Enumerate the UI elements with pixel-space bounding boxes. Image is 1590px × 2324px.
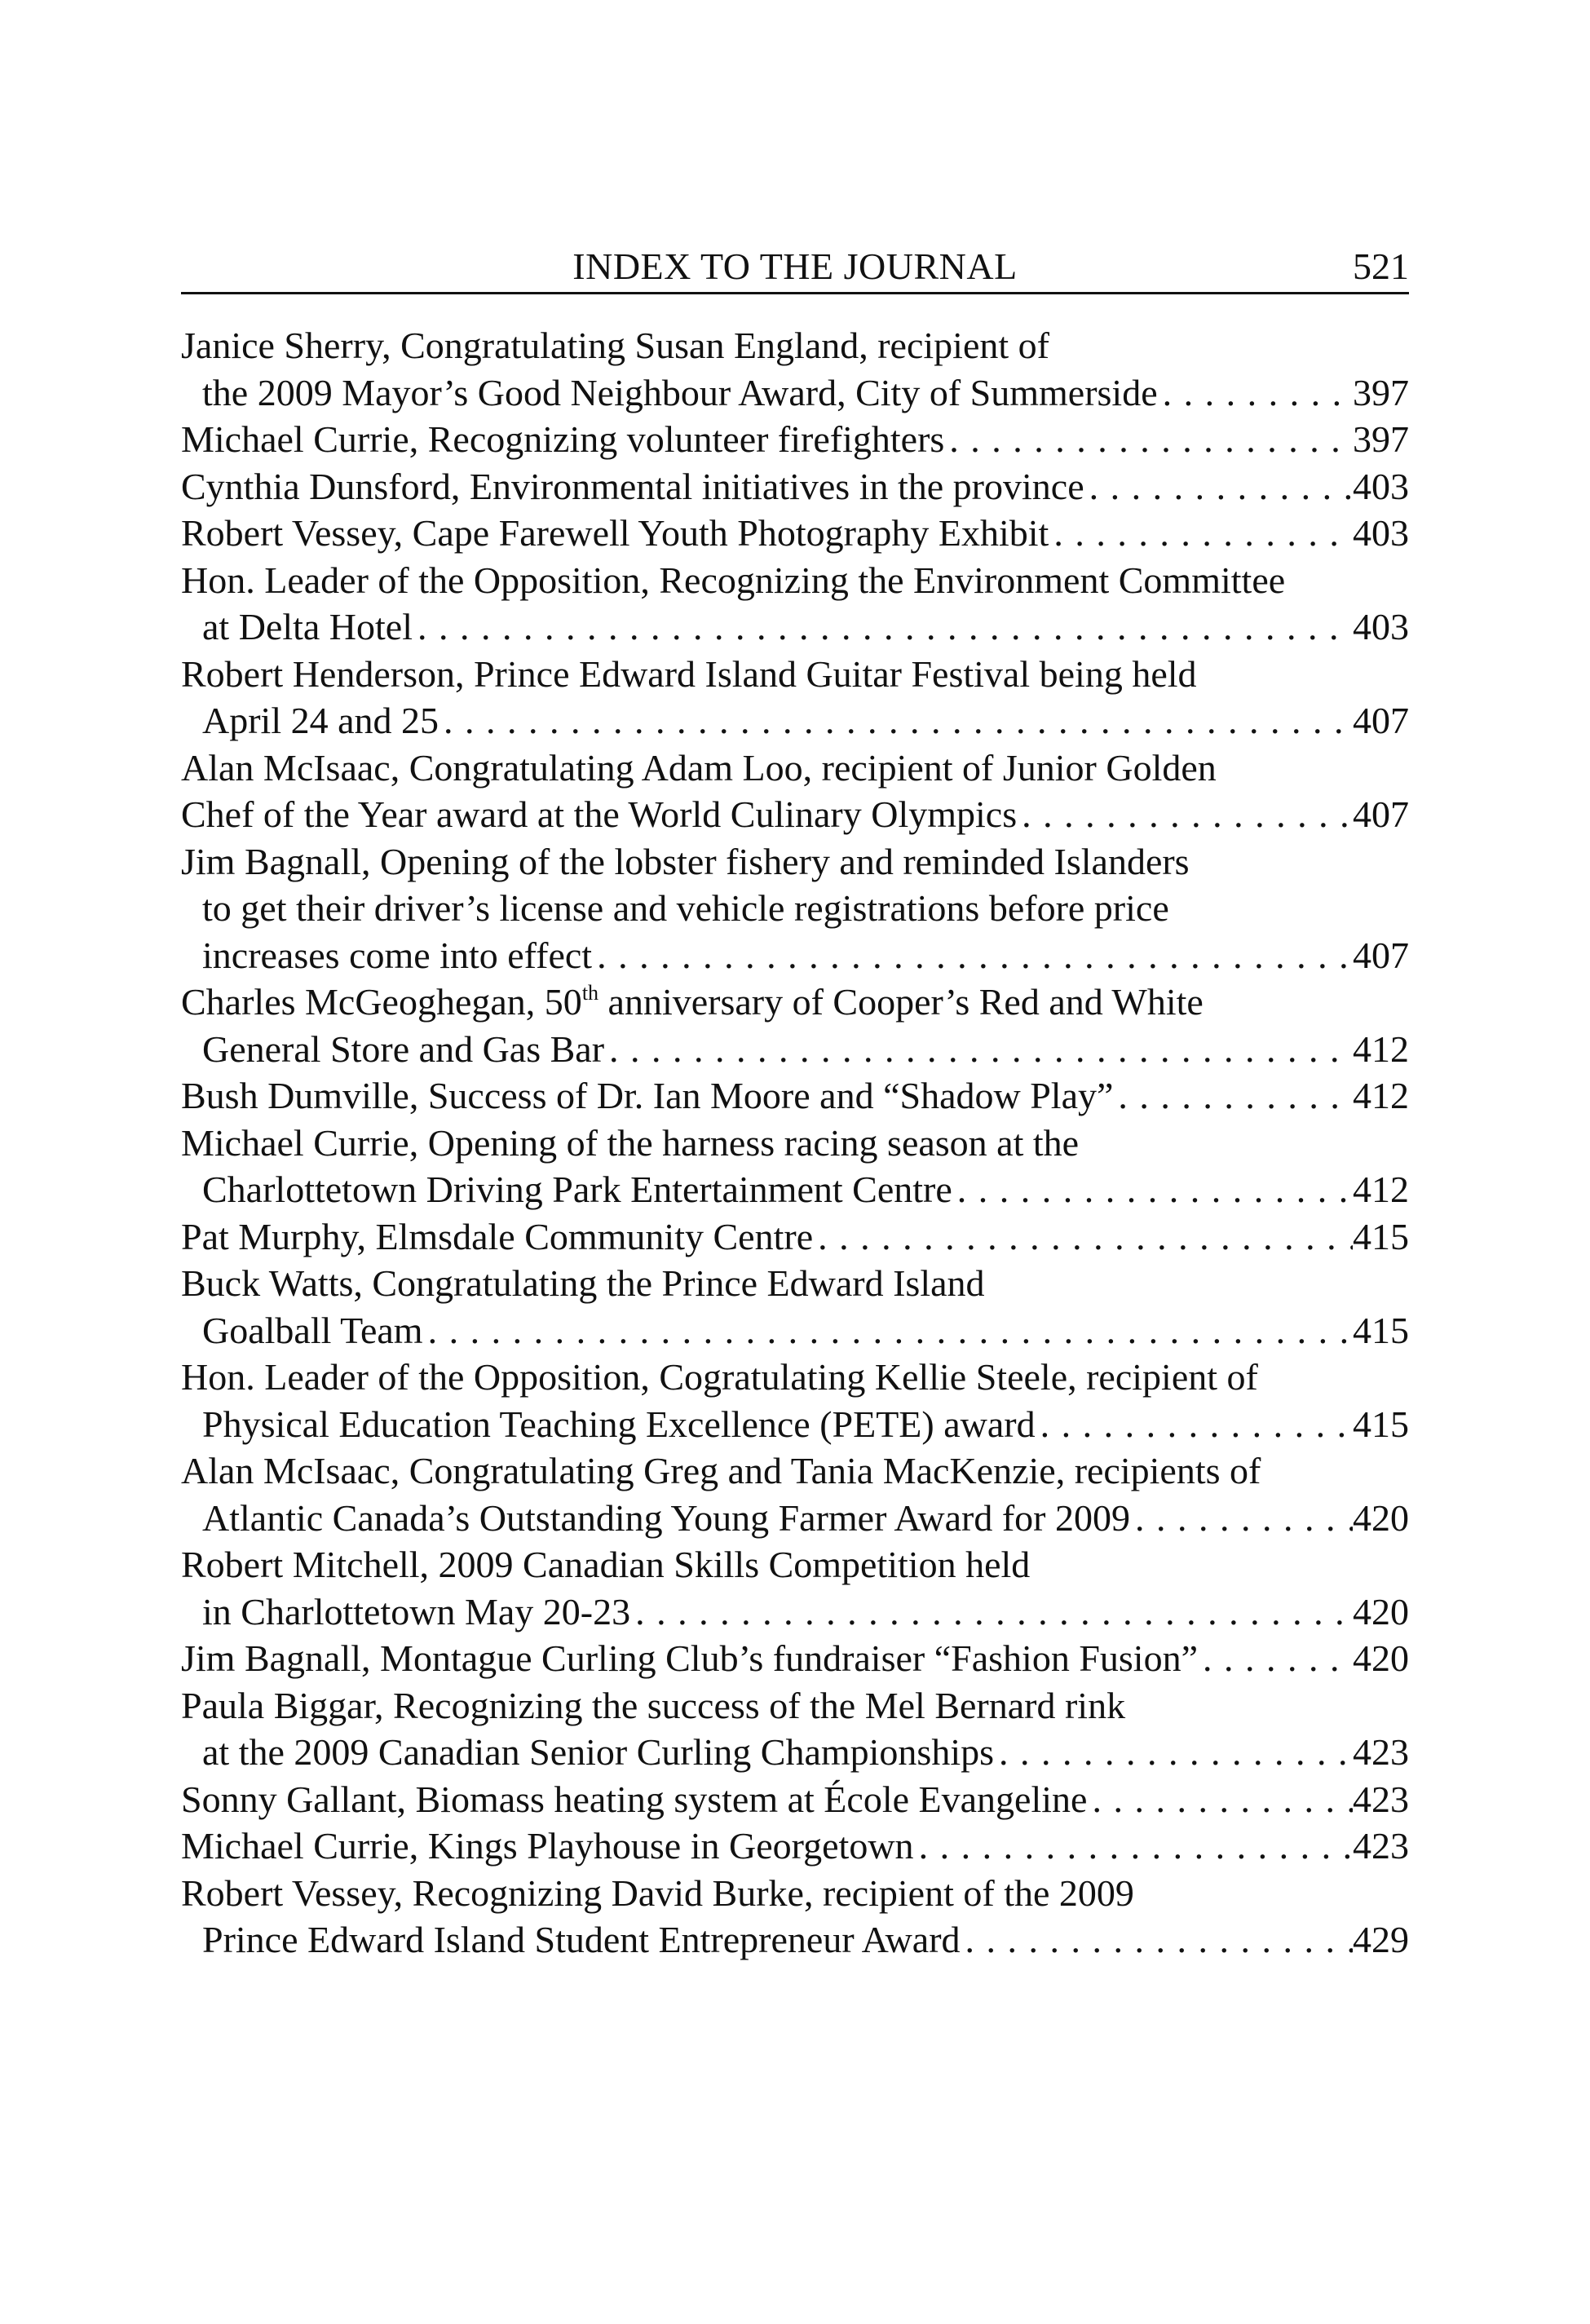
entry-text: Michael Currie, Opening of the harness racing season at the [181,1121,1080,1164]
page-number: 521 [1353,245,1409,287]
dot-leader [944,416,1353,463]
entry-text: Sonny Gallant, Biomass heating system at École Evangeline [181,1778,1088,1820]
entry-text: Bush Dumville, Success of Dr. Ian Moore and “Shadow Play” [181,1075,1114,1116]
entry-page-number: 403 [1353,606,1409,647]
index-entry [181,1120,1409,1213]
entry-text-continued: Atlantic Canada’s Outstanding Young Farmer Award for 2009 [202,1496,1130,1539]
index-entry [181,1682,1409,1776]
entry-page-number: 397 [1353,418,1409,460]
entry-page-number: 412 [1353,1075,1409,1116]
dot-leader [914,1823,1353,1870]
entry-text: Michael Currie, Recognizing volunteer firefighters [181,418,945,460]
index-entry [181,1635,1409,1682]
entry-page-number: 415 [1353,1215,1409,1257]
entry-text-continued: at Delta Hotel [202,606,413,647]
dot-leader [1084,463,1353,510]
dot-leader [413,603,1353,651]
entry-text: Michael Currie, Kings Playhouse in Georgetown [181,1825,914,1867]
entry-text-continued: General Store and Gas Bar [202,1027,605,1070]
dot-leader [439,697,1353,744]
page-title: INDEX TO THE JOURNAL [572,245,1018,287]
entry-page-number: 420 [1353,1496,1409,1539]
dot-leader [1130,1495,1353,1542]
entry-text: Robert Mitchell, 2009 Canadian Skills Competition held [181,1544,1031,1585]
entry-page-number: 423 [1353,1778,1409,1820]
entry-text: Buck Watts, Congratulating the Prince Edward Island [181,1262,985,1304]
index-entry [181,416,1409,463]
entry-text-tail: anniversary of Cooper’s Red and White [598,981,1204,1023]
entry-text-continued: Prince Edward Island Student Entrepreneur Award [202,1919,961,1960]
entry-page-number: 420 [1353,1590,1409,1633]
entry-text-continued: Physical Education Teaching Excellence (PETE) award [202,1403,1036,1445]
index-entry [181,1072,1409,1120]
dot-leader [1087,1776,1353,1823]
index-entry [181,979,1409,1072]
entry-page-number: 423 [1353,1731,1409,1773]
entry-text: Jim Bagnall, Opening of the lobster fishery and reminded Islanders [181,840,1190,882]
entry-text-continued: Chef of the Year award at the World Culinary Olympics [181,793,1018,835]
entry-page-number: 412 [1353,1169,1409,1210]
entry-text: Robert Vessey, Cape Farewell Youth Photography Exhibit [181,512,1049,554]
index-entry [181,463,1409,510]
entry-text: Cynthia Dunsford, Environmental initiatives in the province [181,465,1084,507]
entry-text-continued: in Charlottetown May 20-23 [202,1590,631,1633]
entry-text-continued: April 24 and 25 [202,700,439,741]
index-entry [181,557,1409,651]
dot-leader [1158,369,1353,417]
entry-text: Alan McIsaac, Congratulating Adam Loo, recipient of Junior Golden [181,746,1217,789]
index-entry [181,1870,1409,1964]
index-entries [181,322,1409,1964]
entry-text: Hon. Leader of the Opposition, Recognizing the Environment Committee [181,559,1286,601]
index-page [181,241,1409,1964]
entry-text: Robert Vessey, Recognizing David Burke, recipient of the 2009 [181,1871,1134,1914]
index-entry [181,1213,1409,1261]
entry-page-number: 415 [1353,1309,1409,1351]
dot-leader [630,1588,1353,1636]
entry-page-number: 420 [1353,1637,1409,1679]
entry-text-continued: the 2009 Mayor’s Good Neighbour Award, City of Summerside [202,371,1158,413]
index-entry [181,1776,1409,1823]
entry-page-number: 397 [1353,371,1409,413]
dot-leader [1036,1401,1353,1448]
entry-page-number: 407 [1353,793,1409,835]
index-entry [181,510,1409,557]
dot-leader [1113,1072,1353,1120]
dot-leader [1049,510,1353,557]
entry-page-number: 412 [1353,1027,1409,1070]
entry-text-continued: Goalball Team [202,1309,423,1351]
index-entry [181,1260,1409,1354]
entry-page-number: 403 [1353,512,1409,554]
entry-text: Hon. Leader of the Opposition, Cogratulating Kellie Steele, recipient of [181,1356,1258,1398]
index-entry [181,838,1409,979]
entry-text: Pat Murphy, Elmsdale Community Centre [181,1215,814,1257]
entry-page-number: 423 [1353,1825,1409,1867]
index-entry [181,651,1409,744]
dot-leader [961,1916,1353,1964]
entry-text-continued: at the 2009 Canadian Senior Curling Championships [202,1731,995,1773]
entry-page-number: 407 [1353,934,1409,976]
index-entry [181,1541,1409,1635]
entry-text: Robert Henderson, Prince Edward Island Guitar Festival being held [181,652,1197,695]
entry-text: Alan McIsaac, Congratulating Greg and Tania MacKenzie, recipients of [181,1450,1261,1491]
index-entry [181,1447,1409,1541]
running-header [181,241,1409,294]
dot-leader [1017,791,1353,838]
dot-leader [952,1166,1353,1213]
entry-text-continued: to get their driver’s license and vehicle registrations before price [202,887,1169,929]
entry-text: Jim Bagnall, Montague Curling Club’s fundraiser “Fashion Fusion” [181,1637,1199,1679]
dot-leader [604,1026,1353,1073]
entry-text: Paula Biggar, Recognizing the success of the Mel Bernard rink [181,1684,1126,1726]
entry-text: Janice Sherry, Congratulating Susan England, recipient of [181,325,1049,366]
dot-leader [813,1213,1353,1261]
index-entry [181,1823,1409,1870]
superscript: th [581,981,599,1005]
entry-page-number: 407 [1353,700,1409,741]
index-entry [181,744,1409,838]
entry-text: Charles McGeoghegan, 50 [181,981,582,1023]
dot-leader [994,1729,1353,1776]
index-entry [181,322,1409,416]
entry-text-continued: Charlottetown Driving Park Entertainment Centre [202,1169,952,1210]
index-entry [181,1354,1409,1447]
dot-leader [592,932,1353,979]
dot-leader [1198,1635,1353,1682]
entry-text-continued: increases come into effect [202,934,593,976]
entry-page-number: 403 [1353,465,1409,507]
dot-leader [423,1307,1353,1354]
entry-page-number: 429 [1353,1919,1409,1960]
entry-page-number: 415 [1353,1403,1409,1445]
